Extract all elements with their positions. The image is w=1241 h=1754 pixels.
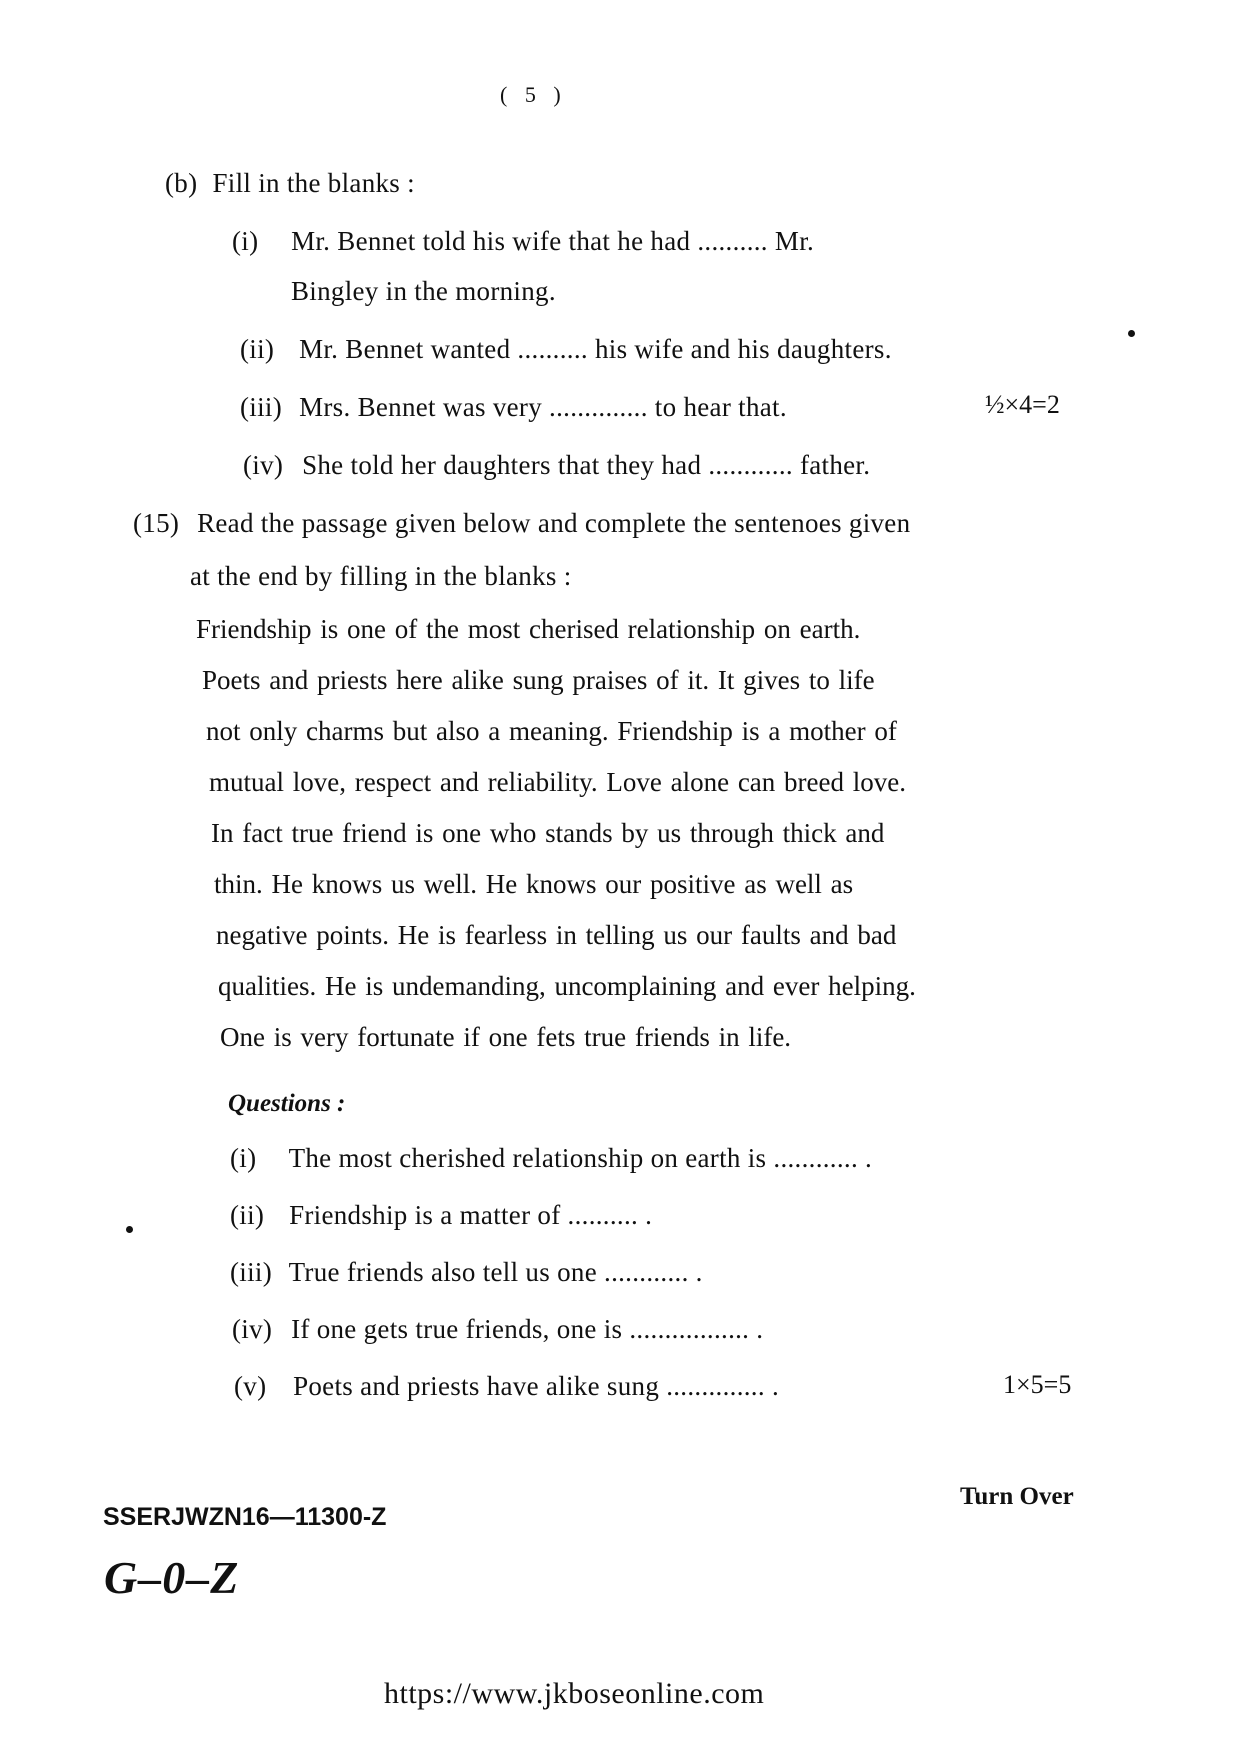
comprehension-question-5-number: (v) [234,1371,267,1401]
blank-item-1-number: (i) [232,226,259,256]
stray-ink-dot [1128,330,1135,337]
stray-ink-dot [126,1226,133,1233]
comprehension-question-1-number: (i) [230,1143,257,1173]
comprehension-question-2-text: Friendship is a matter of .......... . [289,1200,653,1230]
blank-item-4-text: She told her daughters that they had ............ father. [302,450,871,480]
question-15-instruction-line1: Read the passage given below and complete the sentenoes given [197,508,911,538]
comprehension-question-4-text: If one gets true friends, one is ................. . [291,1314,764,1344]
passage-line-1: Friendship is one of the most cherised relationship on earth. [196,614,861,644]
passage-line-9: One is very fortunate if one fets true friends in life. [220,1022,792,1052]
blank-item-3 [240,392,787,423]
comprehension-question-1 [230,1143,872,1174]
comprehension-question-4 [232,1314,763,1345]
comprehension-question-4-number: (iv) [232,1314,273,1344]
blank-item-2-text: Mr. Bennet wanted .......... his wife and his daughters. [299,334,892,364]
series-code: G–0–Z [104,1552,240,1603]
turn-over-label: Turn Over [960,1483,1074,1510]
blank-item-1-continuation: Bingley in the morning. [291,276,556,306]
comprehension-question-3-text: True friends also tell us one ............ . [288,1257,703,1287]
blank-item-1-text: Mr. Bennet told his wife that he had .......... Mr. [291,226,815,256]
passage-line-7: negative points. He is fearless in telling us our faults and bad [216,920,897,950]
comprehension-question-2-number: (ii) [230,1200,265,1230]
comprehension-question-3-number: (iii) [230,1257,272,1287]
question-15-marks: 1×5=5 [1003,1370,1072,1399]
question-15-instruction-line2: at the end by filling in the blanks : [190,561,572,591]
comprehension-question-1-text: The most cherished relationship on earth is ............ . [288,1143,873,1173]
blank-item-4-number: (iv) [243,450,284,480]
comprehension-question-2 [230,1200,652,1231]
blank-item-1 [232,226,814,257]
blank-item-3-text: Mrs. Bennet was very .............. to hear that. [299,392,787,422]
passage-line-6: thin. He knows us well. He knows our positive as well as [214,869,854,899]
questions-heading: Questions : [228,1090,346,1117]
blank-item-2-number: (ii) [240,334,275,364]
source-url: https://www.jkboseonline.com [384,1677,765,1710]
passage-line-2: Poets and priests here alike sung praises of it. It gives to life [202,665,875,695]
comprehension-question-5-text: Poets and priests have alike sung .............. . [293,1371,779,1401]
page-number: ( 5 ) [500,82,567,107]
blank-item-4 [243,450,870,481]
blank-item-2 [240,334,892,365]
comprehension-question-3 [230,1257,703,1288]
section-b-instruction: Fill in the blanks : [212,168,415,198]
question-15-number: (15) [133,508,180,538]
passage-line-5: In fact true friend is one who stands by us through thick and [211,818,885,848]
section-b-marks: ½×4=2 [985,390,1060,419]
question-15-heading [133,508,910,539]
passage-line-4: mutual love, respect and reliability. Love alone can breed love. [209,767,906,797]
section-b-heading [165,168,415,199]
paper-code: SSERJWZN16—11300-Z [103,1503,387,1531]
section-b-label: (b) [165,168,198,198]
comprehension-question-5 [234,1371,779,1402]
passage-line-8: qualities. He is undemanding, uncomplaining and ever helping. [218,971,916,1001]
passage-line-3: not only charms but also a meaning. Friendship is a mother of [206,716,897,746]
blank-item-3-number: (iii) [240,392,282,422]
